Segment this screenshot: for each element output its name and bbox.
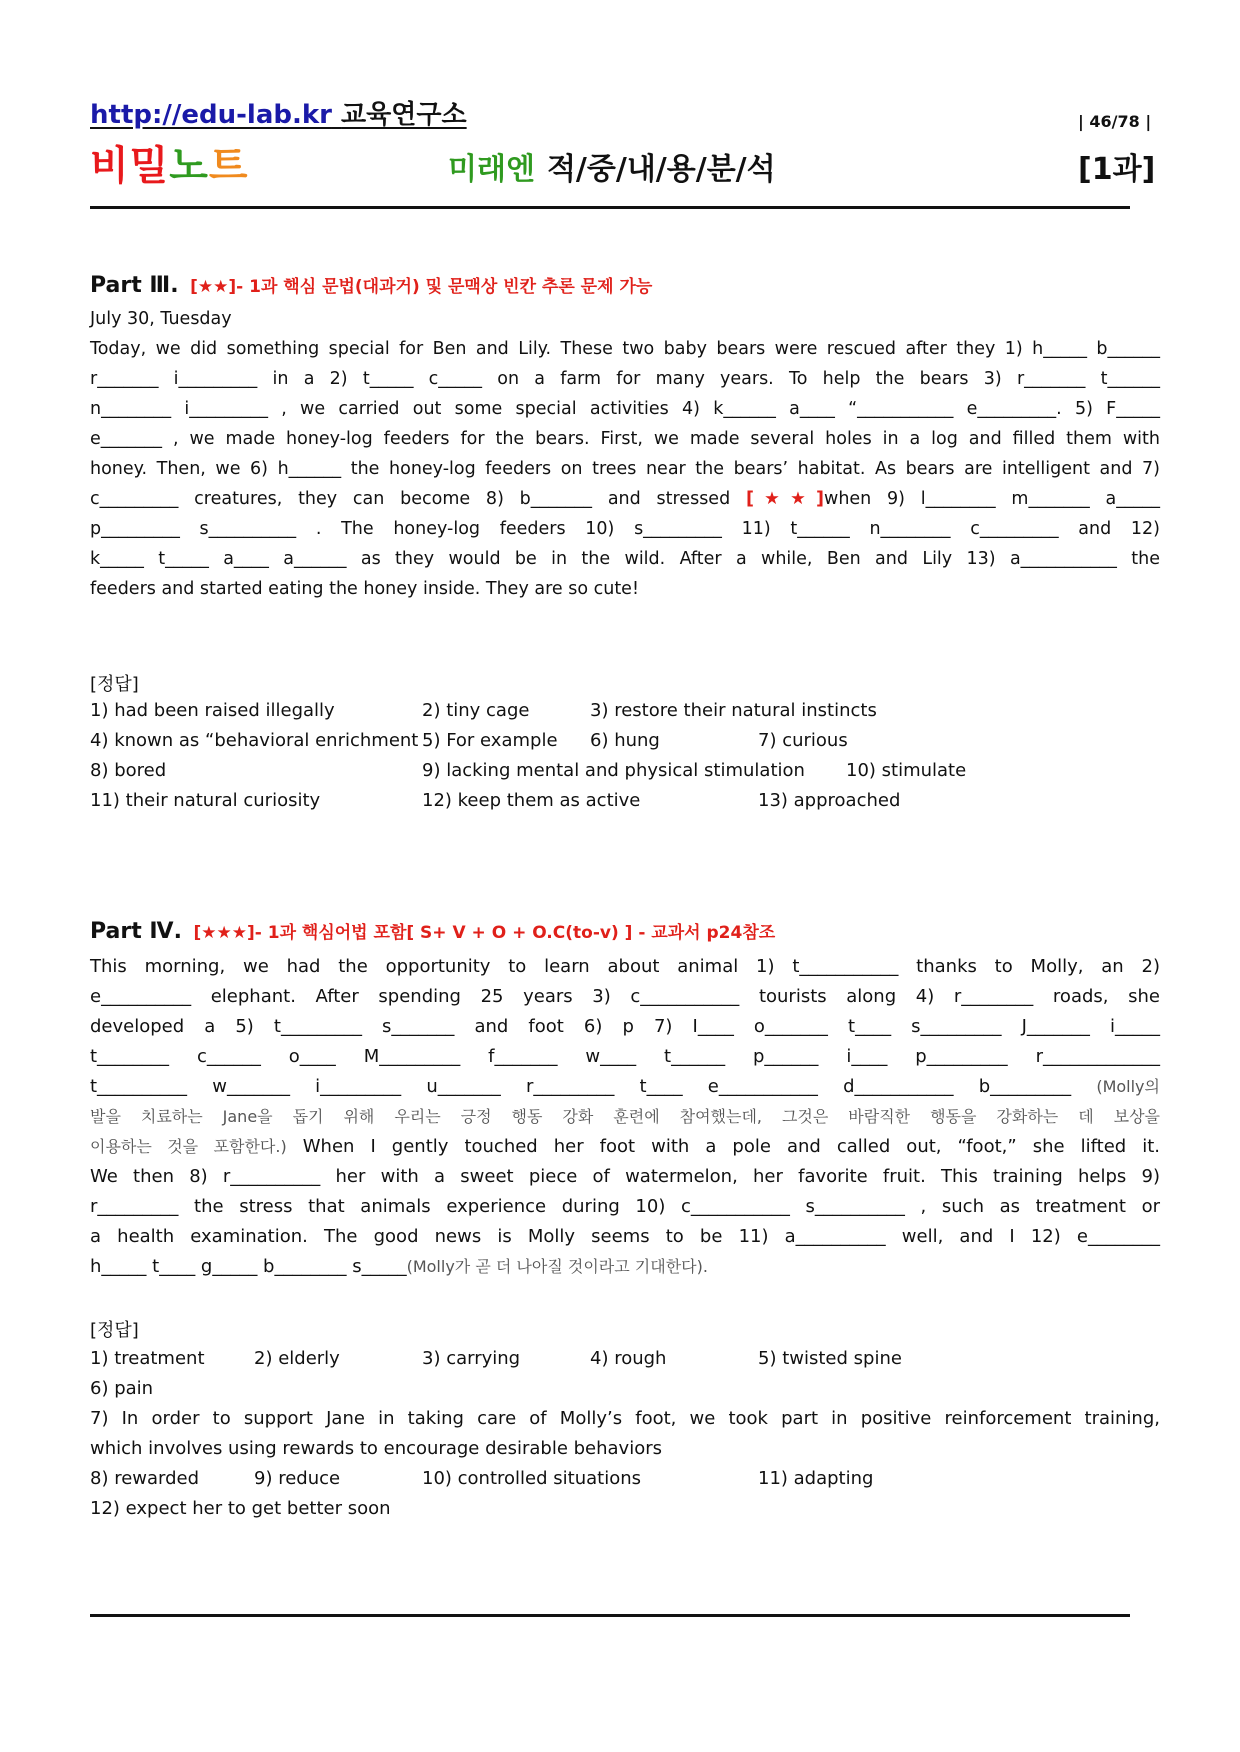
part3-line: honey. Then, we 6) h______ the honey-log feeders on trees near the bears’ habitat. As bears are intelligent and 7) bbox=[90, 459, 1160, 479]
answer-item: 5) For example bbox=[422, 730, 558, 751]
part3-answer-label: [정답] bbox=[90, 674, 139, 695]
part4-answer-label: [정답] bbox=[90, 1320, 139, 1341]
part3-heading bbox=[90, 272, 652, 298]
part4-line: t________ c______ o____ M_________ f_______ w____ t______ p______ i____ p_________ r_____________ bbox=[90, 1046, 1160, 1067]
publisher-name: 미래엔 bbox=[448, 152, 535, 187]
answer-item: 6) pain bbox=[90, 1378, 154, 1399]
brand-char-1: 비 bbox=[90, 143, 130, 189]
answer-item: 3) restore their natural instincts bbox=[590, 700, 877, 721]
answer-item: 9) reduce bbox=[254, 1468, 341, 1489]
part3-line-with-star bbox=[90, 484, 1160, 514]
part3-title: Part Ⅲ. bbox=[90, 273, 179, 298]
part4-line: This morning, we had the opportunity to learn about animal 1) t___________ thanks to Molly, an 2) bbox=[90, 956, 1160, 977]
answer-item: 7) curious bbox=[758, 730, 848, 751]
part3-date: July 30, Tuesday bbox=[90, 309, 232, 329]
answer-item: 1) had been raised illegally bbox=[90, 700, 335, 721]
brand-char-4: 트 bbox=[208, 143, 249, 189]
answer-item: 6) hung bbox=[590, 730, 660, 751]
part3-line: e_______ , we made honey-log feeders for the bears. First, we made several holes in a log and filled them with bbox=[90, 429, 1160, 449]
brand-char-2: 밀 bbox=[129, 143, 170, 189]
part4-line: developed a 5) t_________ s_______ and foot 6) p 7) I____ o_______ t____ s_________ J_______ i_____ bbox=[90, 1016, 1160, 1037]
part3-line: n________ i_________ , we carried out some special activities 4) k______ a____ “___________ e_________. 5) F_____ bbox=[90, 399, 1160, 419]
part3-line6-b: when 9) l________ m_______ a_____ bbox=[824, 489, 1160, 509]
answer-item: 1) treatment bbox=[90, 1348, 205, 1369]
answer-item: 5) twisted spine bbox=[758, 1348, 902, 1369]
part4-line7-en: When I gently touched her foot with a pole and called out, “foot,” she lifted it. bbox=[302, 1136, 1161, 1157]
part4-line5-kr: (Molly의 bbox=[1096, 1077, 1160, 1096]
part4-line bbox=[90, 1252, 1160, 1282]
answer-item-long: 7) In order to support Jane in taking care of Molly’s foot, we took part in positive reinforcement training, bbox=[90, 1408, 1160, 1429]
header-link-line[interactable] bbox=[90, 94, 467, 131]
part3-star-note: [★★] bbox=[745, 489, 824, 509]
part3-line: p_________ s__________ . The honey-log feeders 10) s_________ 11) t______ n________ c_________ and 12) bbox=[90, 519, 1160, 539]
answer-item-long-cont: which involves using rewards to encourage desirable behaviors bbox=[90, 1438, 663, 1459]
part4-line7-kr: 이용하는 것을 포함한다.) bbox=[90, 1137, 287, 1156]
answer-item: 12) keep them as active bbox=[422, 790, 641, 811]
document-subtitle bbox=[448, 144, 776, 188]
part4-last-en: h_____ t____ g_____ b________ s_____ bbox=[90, 1256, 407, 1277]
answer-item: 10) stimulate bbox=[846, 760, 967, 781]
answer-item: 10) controlled situations bbox=[422, 1468, 641, 1489]
part4-line: r_________ the stress that animals experience during 10) c___________ s__________ , such as treatment or bbox=[90, 1196, 1160, 1217]
part4-line bbox=[90, 1072, 1160, 1102]
answer-item: 13) approached bbox=[758, 790, 901, 811]
part3-line: feeders and started eating the honey inside. They are so cute! bbox=[90, 579, 639, 599]
part4-line: We then 8) r__________ her with a sweet piece of watermelon, her favorite fruit. This training helps 9) bbox=[90, 1166, 1160, 1187]
institute-name: 교육연구소 bbox=[341, 100, 467, 130]
brand-char-3: 노 bbox=[169, 143, 209, 189]
answer-item: 4) known as “behavioral enrichment bbox=[90, 730, 419, 751]
part4-line5-en: t__________ w_______ i_________ u_______ r_________ t____ e___________ d___________ b_________ bbox=[90, 1076, 1072, 1097]
answer-item: 11) adapting bbox=[758, 1468, 874, 1489]
answer-item: 8) bored bbox=[90, 760, 167, 781]
page-number: | 46/78 | bbox=[1078, 112, 1152, 131]
part4-line bbox=[90, 1132, 1160, 1162]
site-url[interactable]: http://edu-lab.kr bbox=[90, 100, 332, 130]
part4-line: a health examination. The good news is Molly seems to be 11) a__________ well, and I 12) e________ bbox=[90, 1226, 1160, 1247]
answer-item: 2) elderly bbox=[254, 1348, 340, 1369]
part3-note: [★★]- 1과 핵심 문법(대과거) 및 문맥상 빈칸 추론 문제 가능 bbox=[190, 277, 653, 297]
answer-item: 9) lacking mental and physical stimulation bbox=[422, 760, 805, 781]
brand-logo bbox=[90, 134, 249, 191]
part4-last-kr: (Molly가 곧 더 나아질 것이라고 기대한다). bbox=[406, 1257, 708, 1276]
answer-item: 3) carrying bbox=[422, 1348, 521, 1369]
answer-item: 4) rough bbox=[590, 1348, 667, 1369]
part4-heading bbox=[90, 918, 775, 944]
footer-divider bbox=[90, 1614, 1130, 1617]
answer-item: 12) expect her to get better soon bbox=[90, 1498, 391, 1519]
part4-note: [★★★]- 1과 핵심어법 포함[ S+ V + O + O.C(to-v) ] - 교과서 p24참조 bbox=[193, 923, 776, 943]
answer-item: 2) tiny cage bbox=[422, 700, 530, 721]
part4-line: e__________ elephant. After spending 25 years 3) c___________ tourists along 4) r________ roads, she bbox=[90, 986, 1160, 1007]
header-divider bbox=[90, 206, 1130, 209]
part4-title: Part Ⅳ. bbox=[90, 919, 182, 944]
part3-line: k_____ t_____ a____ a______ as they would be in the wild. After a while, Ben and Lily 13) a___________ the bbox=[90, 549, 1160, 569]
part3-line: Today, we did something special for Ben and Lily. These two baby bears were rescued after they 1) h_____ b______ bbox=[90, 339, 1160, 359]
part4-korean-line: 발을 치료하는 Jane을 돕기 위해 우리는 긍정 행동 강화 훈련에 참여했는데, 그것은 바람직한 행동을 강화하는 데 보상을 bbox=[90, 1107, 1160, 1126]
part3-line: r_______ i_________ in a 2) t_____ c_____ on a farm for many years. To help the bears 3) r_______ t______ bbox=[90, 369, 1160, 389]
answer-item: 11) their natural curiosity bbox=[90, 790, 321, 811]
part3-line6-a: c_________ creatures, they can become 8) b_______ and stressed bbox=[90, 489, 731, 509]
analysis-title: 적/중/내/용/분/석 bbox=[546, 152, 776, 187]
answer-item: 8) rewarded bbox=[90, 1468, 200, 1489]
lesson-label: [1과] bbox=[1078, 152, 1156, 187]
